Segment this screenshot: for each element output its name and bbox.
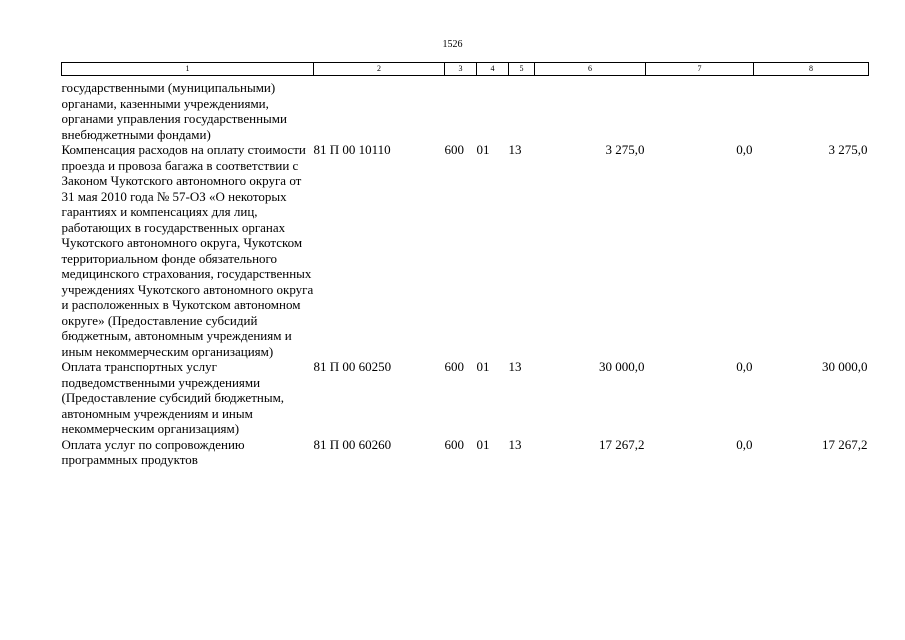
row-name: Компенсация расходов на оплату стоимости проезда и провоза багажа в соответствии с Законом Чукотского автономного округа от 31 мая 2010 года № 57-ОЗ «О некоторых гарантиях и компенсациях для лиц, работающих в государственных органах Чукотского автономного округа, Чукотском территориальном фонде обязательного медицинского страхования, государственных учреждениях Чукотского автономного округа и расположенных в Чукотском автономном округе» (Предоставление субсидий бюджетным, автономным учреждениям и иным некоммерческим организациям) — [61, 142, 314, 359]
row-vr: 600 — [444, 142, 464, 157]
row-sum-1: 3 275,0 — [605, 142, 645, 157]
row-sum-1: 17 267,2 — [599, 436, 645, 452]
row-pr — [509, 76, 535, 143]
row-code: 81 П 00 60250 — [313, 359, 392, 374]
table-row — [62, 437, 869, 468]
row-sum-2 — [646, 76, 754, 143]
column-header-8: 8 — [754, 63, 869, 76]
row-vr: 600 — [444, 359, 464, 374]
row-vr: 600 — [444, 436, 464, 452]
column-header-3: 3 — [445, 63, 477, 76]
row-rz: 01 — [476, 359, 490, 374]
column-header-7: 7 — [646, 63, 754, 76]
row-code: 81 П 00 60260 — [313, 436, 392, 452]
row-vr — [445, 76, 477, 143]
row-rz: 01 — [476, 436, 490, 452]
row-sum-3: 30 000,0 — [822, 359, 868, 374]
column-header-5: 5 — [509, 63, 535, 76]
row-pr: 13 — [508, 142, 522, 157]
table-row — [62, 359, 869, 437]
column-header-4: 4 — [477, 63, 509, 76]
row-sum-3: 17 267,2 — [822, 436, 868, 452]
row-sum-1: 30 000,0 — [599, 359, 645, 374]
row-sum-2: 0,0 — [736, 436, 753, 452]
table-row — [62, 76, 869, 143]
row-name: Оплата услуг по сопровождению программных продуктов — [61, 436, 245, 467]
row-pr: 13 — [508, 436, 522, 452]
row-name: государственными (муниципальными) органами, казенными учреждениями, органами управления государственными внебюджетными фондами) — [61, 80, 287, 142]
budget-table — [61, 62, 869, 468]
row-code: 81 П 00 10110 — [313, 142, 391, 157]
row-sum-2: 0,0 — [736, 359, 753, 374]
row-pr: 13 — [508, 359, 522, 374]
row-sum-3: 3 275,0 — [828, 142, 868, 157]
row-name: Оплата транспортных услуг подведомственными учреждениями (Предоставление субсидий бюджетным, автономным учреждениям и иным некоммерческим организациям) — [61, 359, 285, 436]
row-sum-3 — [754, 76, 869, 143]
row-sum-2: 0,0 — [736, 142, 753, 157]
row-rz: 01 — [476, 142, 490, 157]
row-sum-1 — [535, 76, 646, 143]
column-header-1: 1 — [62, 63, 314, 76]
table-body — [62, 76, 869, 468]
page-number: 1526 — [442, 39, 463, 50]
row-rz — [477, 76, 509, 143]
row-code — [314, 76, 445, 143]
column-header-6: 6 — [535, 63, 646, 76]
header-row — [62, 63, 869, 76]
table-row — [62, 142, 869, 359]
column-header-2: 2 — [314, 63, 445, 76]
table-header — [62, 63, 869, 76]
